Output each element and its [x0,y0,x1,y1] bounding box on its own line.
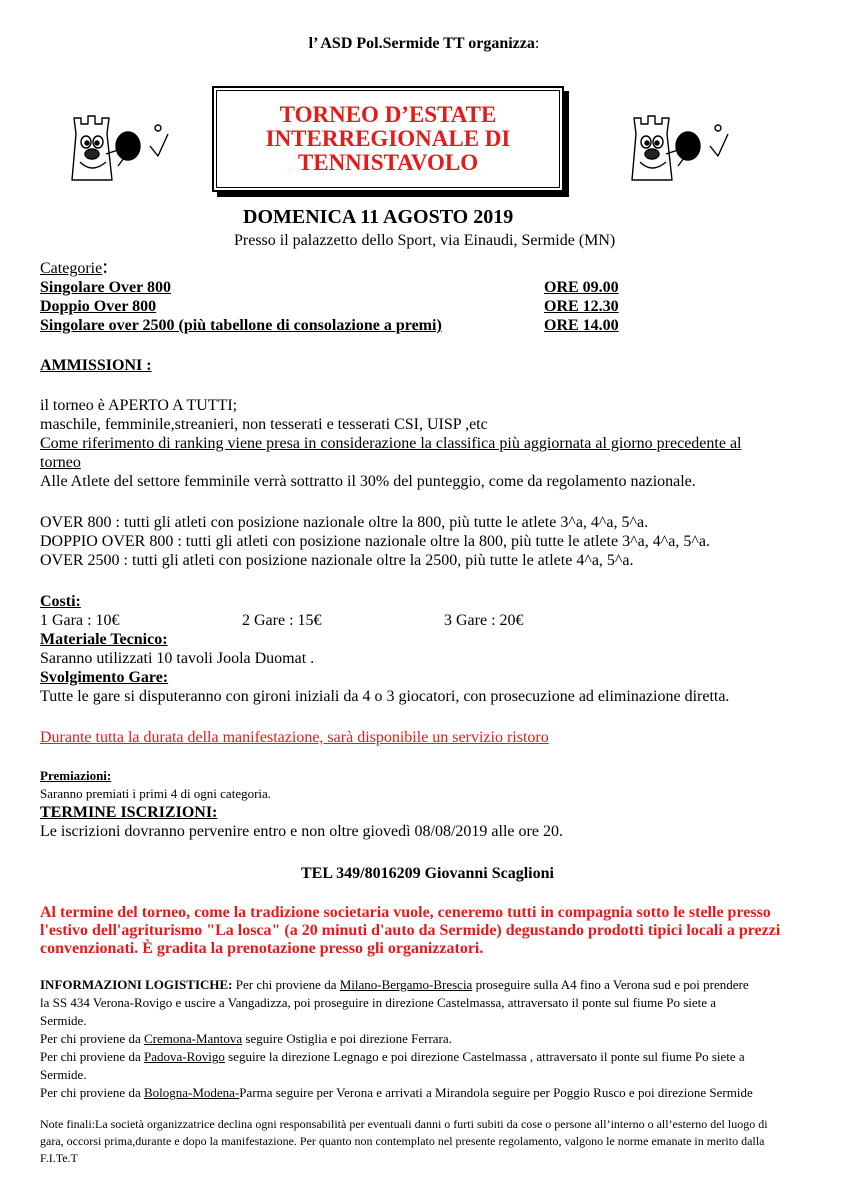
logistics-info [40,977,830,1101]
logistics-line: la SS 434 Verona-Rovigo e uscire a Vangadizza, poi proseguire in direzione Castelmassa, attraversato il ponte sul fiume Po siete a [40,995,717,1010]
event-date: DOMENICA 11 AGOSTO 2019 [243,206,514,228]
category-name: Doppio Over 800 [40,298,157,315]
premiazioni-text: Saranno premiati i primi 4 di ogni categoria. [40,786,272,801]
logistics-text: Per chi proviene da [232,977,340,992]
iscrizioni-heading: TERMINE ISCRIZIONI: [40,804,218,821]
price-2-races: 2 Gare : 15€ [242,612,322,629]
tournament-title [266,103,511,175]
svolgimento-text: Tutte le gare si disputeranno con gironi iniziali da 4 o 3 giocatori, con prosecuzione ad eliminazione diretta. [40,688,730,705]
route-milano-bergamo-brescia: Milano-Bergamo-Brescia [339,977,473,992]
logistics-text: Per chi proviene da [40,1085,144,1100]
organizer-line [0,34,848,53]
categories-heading [40,254,109,278]
ranking-text: Come riferimento di ranking viene presa in considerazione la classifica più aggiornata al giorno precedente al [40,435,742,452]
ammissioni-text: il torneo è APERTO A TUTTI; [40,397,238,414]
category-name: Singolare Over 800 [40,279,171,296]
organizer-text: l’ ASD Pol.Sermide TT organizza [308,35,535,52]
ammissioni-heading: AMMISSIONI : [40,357,152,374]
route-bologna-modena: Bologna-Modena- [143,1085,240,1100]
iscrizioni-text: Le iscrizioni dovranno pervenire entro e non oltre giovedì 08/08/2019 alle ore 20. [40,823,563,840]
route-cremona-mantova: Cremona-Mantova [143,1031,243,1046]
title-line-1: TORNEO D’ESTATE [279,102,497,127]
dinner-line: Al termine del torneo, come la tradizione societaria vuole, ceneremo tutti in compagnia sotto le stelle presso [40,904,771,921]
logistics-line: Sermide. [40,1013,87,1028]
logistics-line: Sermide. [40,1067,87,1082]
costi-heading: Costi: [40,593,81,610]
organizer-colon: : [534,35,540,52]
logistics-text: proseguire sulla A4 fino a Verona sud e poi prendere [472,977,749,992]
category-time: ORE 12.30 [544,298,619,315]
materiale-text: Saranno utilizzati 10 tavoli Joola Duomat . [40,650,315,667]
logistics-text: seguire la direzione Legnago e poi direzione Castelmassa , attraversato il ponte sul fiume Po siete a [224,1049,745,1064]
venue: Presso il palazzetto dello Sport, via Einaudi, Sermide (MN) [234,232,616,249]
categories-heading-label: Categorie [40,260,103,277]
category-time: ORE 09.00 [544,279,619,296]
title-box [212,86,564,192]
route-padova-rovigo: Padova-Rovigo [143,1049,225,1064]
doppio-over800-rule: DOPPIO OVER 800 : tutti gli atleti con posizione nazionale oltre la 800, più tutte le atlete 3^a, 4^a, 5^a. [40,533,710,550]
logistics-text: seguire Ostiglia e poi direzione Ferrara. [242,1031,452,1046]
dinner-line: l'estivo dell'agriturismo "La losca" (a 20 minuti d'auto da Sermide) degustando prodotti tipici locali a prezzi [40,922,781,939]
ranking-text: torneo [40,454,81,471]
note-line: F.I.Te.T [40,1151,78,1165]
note-line: Note finali:La società organizzatrice declina ogni responsabilità per eventuali danni o furti subiti da cose o persone all’interno o all’esterno del luogo di [40,1117,768,1131]
svolgimento-heading: Svolgimento Gare: [40,669,169,686]
over2500-rule: OVER 2500 : tutti gli atleti con posizione nazionale oltre la 2500, più tutte le atlete 4^a, 5^a. [40,552,634,569]
ristoro-notice: Durante tutta la durata della manifestazione, sarà disponibile un servizio ristoro [40,729,549,746]
castle-mascot-icon [622,104,732,184]
price-3-races: 3 Gare : 20€ [444,612,524,629]
logistics-line [40,1049,830,1065]
title-line-3: TENNISTAVOLO [297,150,479,175]
price-1-race: 1 Gara : 10€ [40,612,120,629]
logistics-line [40,1031,830,1047]
women-rule-text: Alle Atlete del settore femminile verrà sottratto il 30% del punteggio, come da regolamento nazionale. [40,473,696,490]
logistics-text: Parma seguire per Verona e arrivati a Mirandola seguire per Poggio Rusco e poi direzione Sermide [239,1085,753,1100]
premiazioni-heading: Premiazioni: [40,768,112,783]
title-line-2: INTERREGIONALE DI [265,126,511,151]
logistics-text: Per chi proviene da [40,1049,144,1064]
castle-mascot-icon [62,104,172,184]
category-time: ORE 14.00 [544,317,619,334]
logistics-heading: INFORMAZIONI LOGISTICHE: [40,977,233,992]
over800-rule: OVER 800 : tutti gli atleti con posizione nazionale oltre la 800, più tutte le atlete 3^a, 4^a, 5^a. [40,514,649,531]
final-notes [40,1117,830,1166]
logistics-line [40,1085,830,1101]
dinner-notice [40,904,780,958]
category-name: Singolare over 2500 (più tabellone di consolazione a premi) [40,317,442,334]
dinner-line: convenzionati. È gradita la prenotazione presso gli organizzatori. [40,940,484,957]
logistics-line [40,977,830,993]
logistics-text: Per chi proviene da [40,1031,144,1046]
materiale-heading: Materiale Tecnico: [40,631,168,648]
contact-phone: TEL 349/8016209 Giovanni Scaglioni [301,865,554,882]
note-line: gara, occorsi prima,durante e dopo la manifestazione. Per quanto non contemplato nel presente regolamento, valgono le norme emanate in merito dalla [40,1134,765,1148]
categories-heading-colon: : [102,254,109,278]
ammissioni-text: maschile, femminile,streanieri, non tesserati e tesserati CSI, UISP ,etc [40,416,488,433]
